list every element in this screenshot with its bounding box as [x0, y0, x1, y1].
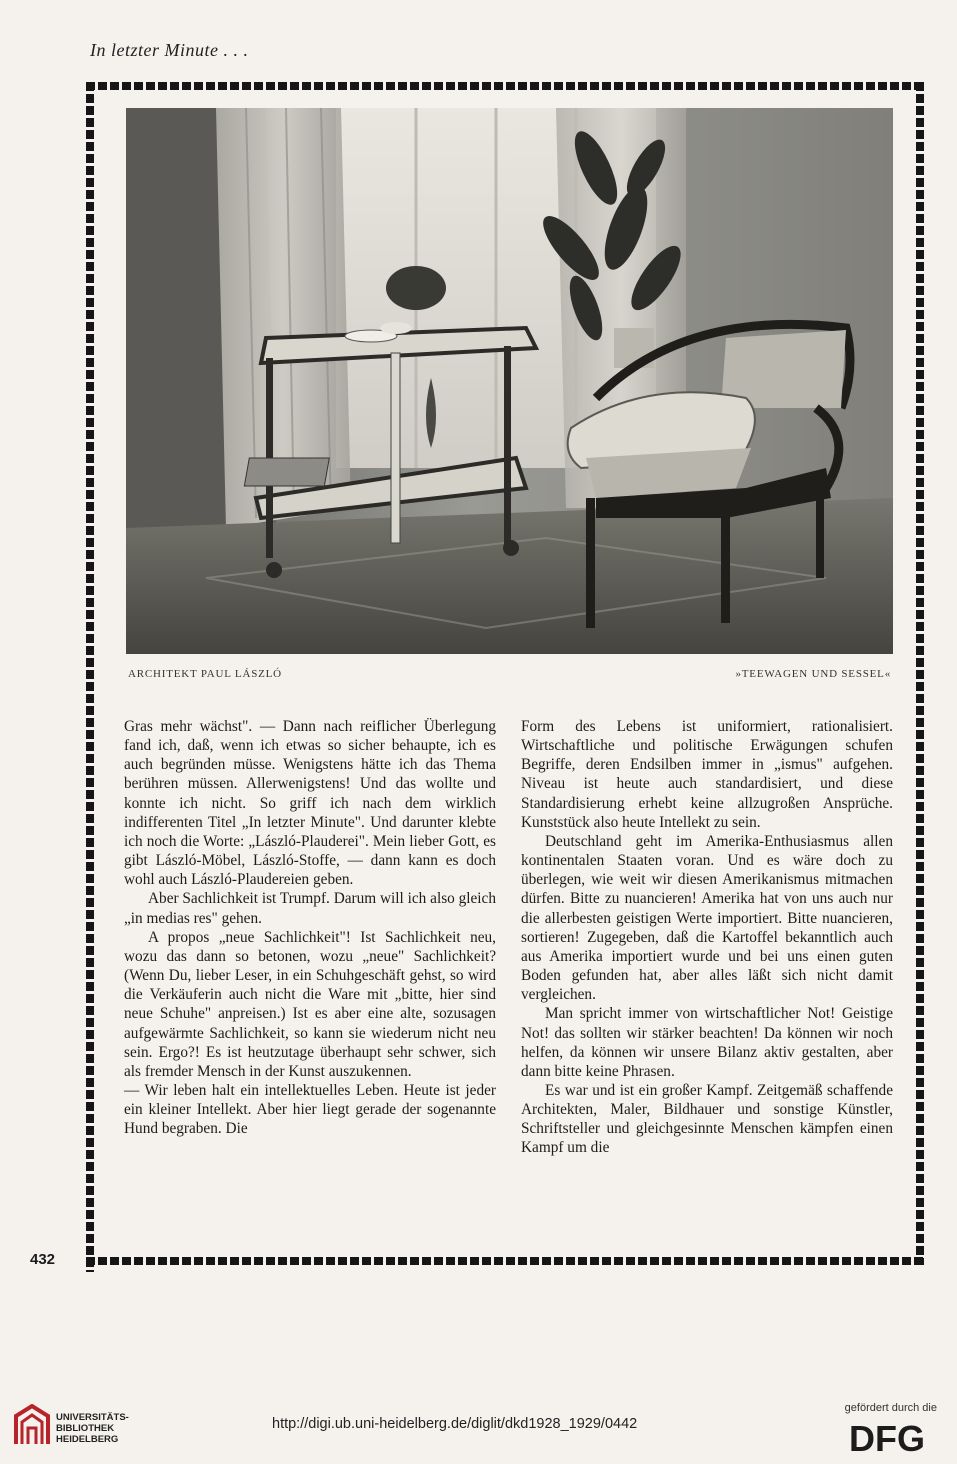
paragraph: Es war und ist ein großer Kampf. Zeitgemäß schaffende Architekten, Maler, Bildhauer und sonstige Künstler, Schriftsteller und gleichgesinnte Menschen kämpfen einen Kampf um die: [521, 1081, 893, 1157]
photo-title: »TEEWAGEN UND SESSEL«: [735, 668, 891, 680]
paragraph: Gras mehr wächst". — Dann nach reiflicher Überlegung fand ich, daß, wenn ich etwas so sicher behaupte, ich es auch begründen müsse. Wenigstens hätte ich das Thema berühren müssen. Allerwenigstens! Und das wollte und konnte ich nicht. So griff ich nach dem wirklich indifferenten Titel „In letzter Minute". Und darunter klebte ich noch die Worte: „László-Plauderei". Mein lieber Gott, es gibt László-Möbel, László-Stoffe, — dann kann es doch wohl auch László-Plaudereien geben.: [124, 718, 496, 889]
paragraph: Aber Sachlichkeit ist Trumpf. Darum will ich also gleich „in medias res" gehen.: [124, 890, 496, 927]
paragraph: A propos „neue Sachlichkeit"! Ist Sachlichkeit neu, wozu das dann so betonen, wozu „neue" Sachlichkeit? (Wenn Du, lieber Leser, in ein Schuhgeschäft gehst, so wird die Verkäuferin auch nicht die Ware mit „bitte, hier sind neue Schuhe" anpreisen.) Ist es aber eine alte, sozusagen aufgewärmte Sachlichkeit, so kann sie wiederum nicht neu sein. Ergo?! Es ist heutzutage überhaupt sehr schwer, sich als fremder Mensch in der Kunst auszukennen.: [124, 928, 496, 1080]
library-name-line: UNIVERSITÄTS-: [56, 1412, 129, 1423]
paragraph: Man spricht immer von wirtschaftlicher Not! Geistige Not! das sollten wir stärker beachten! Da können wir noch helfen, da können wir unsere Bilanz aktiv gestalten, aber dann bitte keine Phrasen.: [521, 1005, 893, 1080]
source-url-link[interactable]: http://digi.ub.uni-heidelberg.de/diglit/dkd1928_1929/0442: [272, 1416, 638, 1432]
dfg-logo-text: DFG: [849, 1420, 925, 1456]
library-name-line: HEIDELBERG: [56, 1434, 119, 1445]
paragraph: Form des Lebens ist uniformiert, rationalisiert. Wirtschaftliche und politische Erwägungen schufen Begriffe, deren Endsilben immer in „ismus" aufgehen. Niveau ist heute auch standardisiert, und diese Standardisierung erhebt keine allzugroßen Ansprüche. Kunststück also heute Intellekt zu sein.: [521, 718, 893, 831]
library-name-line: BIBLIOTHEK: [56, 1423, 115, 1434]
text-column-right: [521, 717, 893, 1158]
page-number: 432: [30, 1251, 56, 1268]
library-name: [56, 1412, 129, 1445]
border-left: [86, 82, 94, 1272]
border-right: [916, 82, 924, 1265]
photo-credit: ARCHITEKT PAUL LÁSZLÓ: [128, 668, 282, 680]
photo-illustration: [126, 108, 893, 654]
sponsor-label: gefördert durch die: [844, 1402, 937, 1414]
border-bottom: [86, 1257, 924, 1265]
interior-photograph: [126, 108, 893, 654]
running-head: In letzter Minute . . .: [90, 40, 249, 60]
paragraph: — Wir leben halt ein intellektuelles Leben. Heute ist jeder ein kleiner Intellekt. Aber hier liegt gerade der sogenannte Hund begraben. Die: [124, 1081, 496, 1138]
dfg-logo-icon: [849, 1420, 943, 1456]
university-library-logo-icon: [12, 1404, 52, 1448]
text-column-left: [124, 717, 496, 1138]
paragraph: Deutschland geht im Amerika-Enthusiasmus allen kontinentalen Staaten voran. Und es wäre doch zu überlegen, wie weit wir diesen Amerikanismus mitmachen dürfen. Bitte zu nuancieren! Amerika hat von uns auch nur die allerbesten geistigen Werte importiert. Bitte nuancieren, sortieren! Zugegeben, daß die Kartoffel bekanntlich auch aus Amerika importiert wurde und bei uns einen guten Boden gefunden hat, aber alles läßt sich nicht damit vergleichen.: [521, 832, 893, 1004]
border-top: [86, 82, 924, 90]
digitization-footer: [0, 1394, 957, 1464]
